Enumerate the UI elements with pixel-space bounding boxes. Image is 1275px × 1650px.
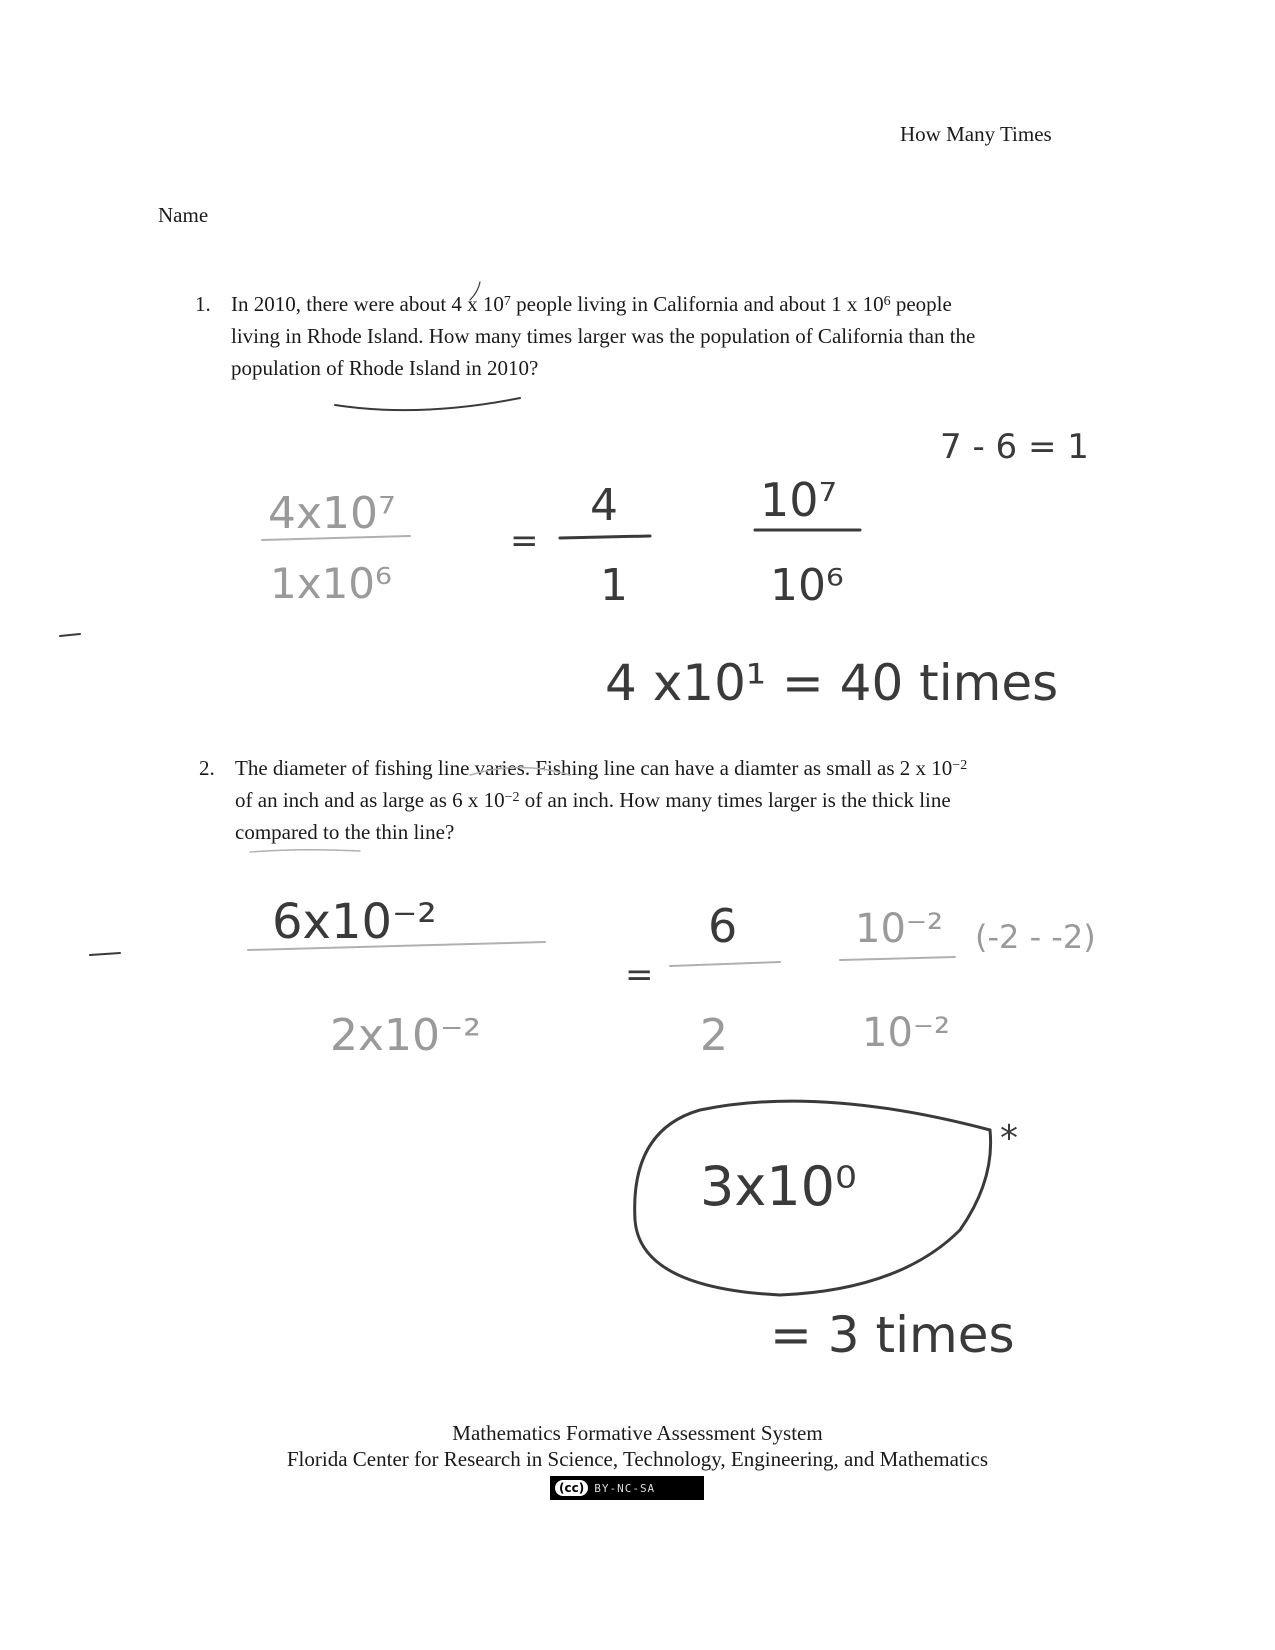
q1-split-denominator-b: 10⁶ bbox=[770, 560, 844, 611]
name-label: Name bbox=[158, 203, 209, 227]
question-text-part: The diameter of fishing line varies. Fishing line can have a diamter as small as 2 x 10 bbox=[235, 756, 953, 780]
q2-fraction-denominator: 2x10⁻² bbox=[330, 1010, 481, 1061]
q2-split-denominator-a: 2 bbox=[700, 1010, 728, 1061]
q2-split-denominator-b: 10⁻² bbox=[862, 1010, 951, 1056]
q2-star-mark: * bbox=[1000, 1118, 1018, 1159]
q1-split-numerator-b: 10⁷ bbox=[760, 473, 837, 527]
q2-split-bar-a bbox=[670, 962, 780, 966]
q1-split-bar-a bbox=[560, 536, 650, 538]
q1-split-numerator-a: 4 bbox=[590, 480, 618, 531]
exponent: −2 bbox=[952, 758, 968, 773]
question-text-part: of an inch. How many times larger is the thick line bbox=[519, 788, 951, 812]
worksheet-title: How Many Times bbox=[900, 122, 1052, 146]
q2-circled-answer: 3x10⁰ bbox=[700, 1155, 857, 1218]
question-text-part: In 2010, there were about 4 x 10 bbox=[231, 292, 504, 316]
question-text-part: people bbox=[890, 292, 952, 316]
q2-equals: = bbox=[625, 955, 654, 995]
q2-exponent-work: (-2 - -2) bbox=[975, 918, 1096, 956]
license-badge bbox=[550, 1476, 704, 1500]
cc-icon: (cc) bbox=[555, 1480, 588, 1496]
question-number: 1. bbox=[195, 292, 211, 316]
exponent: 7 bbox=[503, 294, 511, 309]
q1-fraction-numerator: 4x10⁷ bbox=[268, 488, 396, 539]
pencil-underline bbox=[335, 398, 520, 410]
q2-split-numerator-a: 6 bbox=[708, 899, 738, 953]
q2-result: = 3 times bbox=[770, 1306, 1015, 1364]
q2-fraction-numerator: 6x10⁻² bbox=[272, 894, 437, 950]
margin-mark bbox=[90, 953, 120, 955]
question-text-part: of an inch and as large as 6 x 10 bbox=[235, 788, 505, 812]
q1-fraction-denominator: 1x10⁶ bbox=[270, 559, 392, 608]
q1-result: 4 x10¹ = 40 times bbox=[605, 654, 1059, 712]
question-line: living in Rhode Island. How many times larger was the population of California than the bbox=[231, 324, 976, 348]
license-terms: BY-NC-SA bbox=[594, 1481, 656, 1495]
question-number: 2. bbox=[199, 756, 215, 780]
pencil-mark bbox=[470, 282, 480, 300]
pencil-mark bbox=[470, 768, 570, 776]
q1-split-denominator-a: 1 bbox=[600, 560, 628, 611]
exponent: −2 bbox=[504, 790, 520, 805]
footer-center: Florida Center for Research in Science, Technology, Engineering, and Mathematics bbox=[286, 1447, 989, 1471]
q2-split-bar-b bbox=[840, 957, 955, 960]
pencil-underline bbox=[250, 850, 360, 852]
margin-mark bbox=[60, 634, 80, 636]
q1-exponent-work: 7 - 6 = 1 bbox=[940, 427, 1089, 467]
q2-split-numerator-b: 10⁻² bbox=[855, 906, 944, 952]
question-text-part: people living in California and about 1 x 10 bbox=[510, 292, 884, 316]
footer-organization: Mathematics Formative Assessment System bbox=[452, 1421, 823, 1445]
question-line: population of Rhode Island in 2010? bbox=[231, 356, 539, 380]
q1-equals: = bbox=[510, 521, 539, 561]
exponent: 6 bbox=[883, 294, 891, 309]
question-line: compared to the thin line? bbox=[235, 820, 455, 844]
